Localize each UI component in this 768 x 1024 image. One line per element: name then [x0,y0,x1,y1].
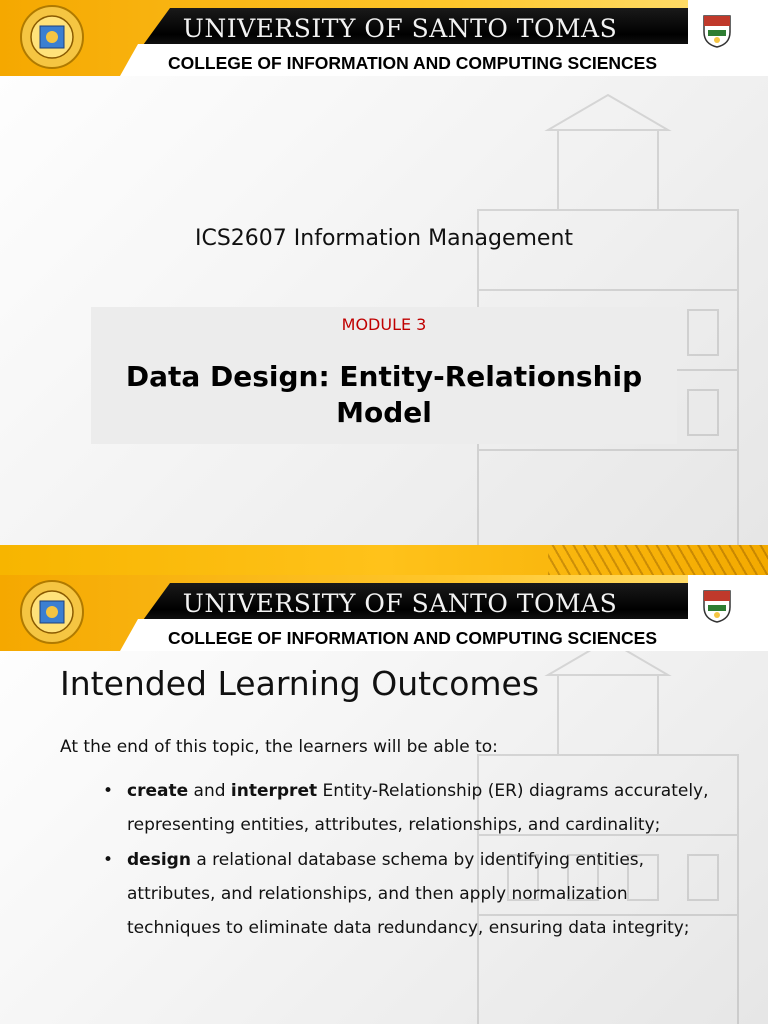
slide-divider [0,545,768,575]
outcomes-slide [0,575,768,1024]
module-label: MODULE 3 [341,315,427,334]
university-name: UNIVERSITY OF SANTO TOMAS [182,14,618,43]
list-item [100,843,720,945]
bullet-icon: • [103,850,114,870]
bullet-text: a relational database schema by identifying entities, attributes, and relationships, and then apply normalization techniques to eliminate data redundancy, ensuring data integrity; [127,850,690,938]
bullet-keyword: design [127,850,191,870]
outcomes-list [100,774,720,946]
university-name: UNIVERSITY OF SANTO TOMAS [182,589,618,618]
module-title-line1: Data Design: Entity-Relationship [125,360,643,393]
bullet-text: and [188,781,231,801]
slide-header [0,0,768,76]
college-name: COLLEGE OF INFORMATION AND COMPUTING SCIENCES [167,53,658,73]
college-name: COLLEGE OF INFORMATION AND COMPUTING SCIENCES [167,628,658,648]
ccics-crest-icon [702,589,732,623]
ust-seal-icon [12,4,88,70]
module-title-line2: Model [336,396,432,429]
list-item [100,774,720,842]
ccics-crest-icon [702,14,732,48]
course-title: ICS2607 Information Management [194,226,574,251]
bullet-keyword: interpret [230,781,318,801]
slide-header [0,575,768,651]
module-box [91,307,677,444]
bullet-text: Entity-Relationship (ER) diagrams accurately, representing entities, attributes, relationships, and cardinality; [127,781,709,835]
bullet-keyword: create [127,781,189,801]
ust-seal-icon [12,579,88,645]
outcomes-heading: Intended Learning Outcomes [60,664,540,703]
bullet-icon: • [103,781,114,801]
outcomes-intro: At the end of this topic, the learners will be able to: [60,737,498,757]
module-title [91,359,677,431]
